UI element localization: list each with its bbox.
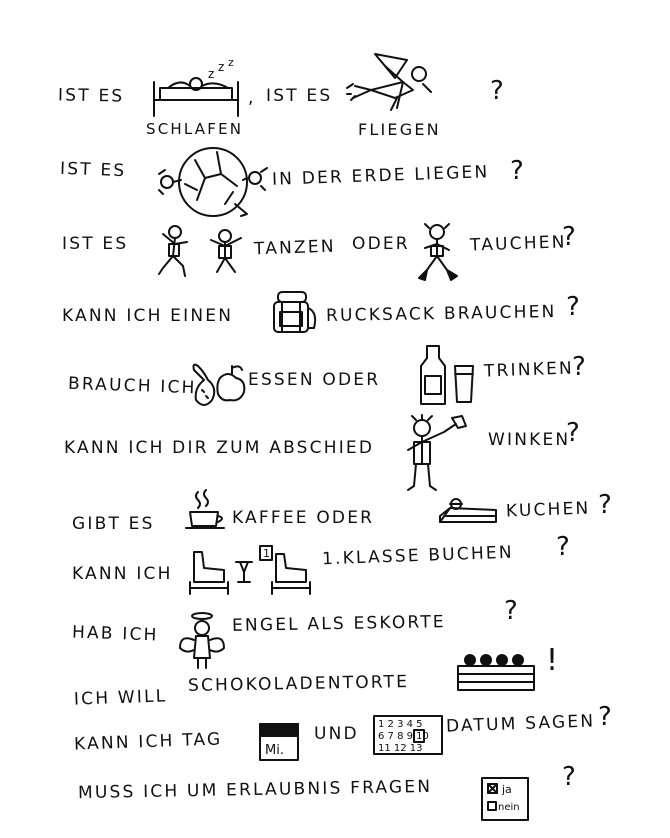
text-brauch-ich: BRAUCH ICH	[67, 373, 197, 399]
diving-person-icon	[415, 222, 465, 284]
question-mark: ?	[504, 596, 518, 626]
first-class-seats-icon	[180, 540, 318, 598]
backpack-icon	[270, 288, 320, 336]
cake-slice-icon	[436, 494, 500, 526]
text-schokoladentorte: SCHOKOLADENTORTE	[187, 672, 410, 696]
calendar-row-3: 11 12 13	[378, 743, 423, 754]
checkbox-yes-label: ja	[502, 783, 512, 796]
text-in-der-erde-liegen: IN DER ERDE LIEGEN	[271, 162, 490, 190]
flying-person-icon	[345, 48, 440, 116]
question-mark: ?	[562, 762, 576, 792]
text-1-klasse-buchen: 1.KLASSE BUCHEN	[321, 542, 515, 570]
label-schlafen: SCHLAFEN	[146, 120, 244, 138]
coffee-cup-icon	[184, 488, 230, 532]
text-rucksack-brauchen: RUCKSACK BRAUCHEN	[325, 301, 557, 327]
text-tanzen: TANZEN	[253, 236, 337, 260]
question-mark: ?	[566, 292, 580, 322]
earth-globe-icon	[155, 144, 270, 220]
checkbox-no-label: nein	[498, 802, 520, 813]
date-calendar-icon	[372, 714, 444, 756]
text-ist-es-2: IST ES	[266, 86, 333, 106]
text-essen-oder: ESSEN ODER	[248, 370, 381, 390]
food-icon	[188, 358, 248, 410]
dancing-people-icon	[155, 222, 255, 282]
text-tauchen: TAUCHEN	[469, 232, 567, 256]
text-winken: WINKEN	[488, 430, 571, 450]
text-kann-ich-einen: KANN ICH EINEN	[62, 306, 234, 326]
question-mark: ?	[490, 76, 504, 106]
calendar-row-2: 6 7 8 9 10	[378, 731, 429, 742]
bed-sleeping-icon	[150, 60, 242, 118]
text-hab-ich: HAB ICH	[71, 622, 159, 646]
question-mark: ?	[598, 490, 612, 520]
text-trinken: TRINKEN	[483, 358, 575, 382]
text-engel-als-eskorte: ENGEL ALS ESKORTE	[231, 612, 446, 636]
text-muss-ich-um-erlaubnis-fragen: MUSS ICH UM ERLAUBNIS FRAGEN	[77, 776, 433, 804]
angel-icon	[176, 610, 228, 672]
text-und: UND	[314, 724, 359, 744]
text-kuchen: KUCHEN	[505, 498, 591, 522]
text-comma: ,	[248, 88, 256, 108]
chocolate-cake-icon	[454, 652, 540, 694]
svg-text:z: z	[208, 67, 215, 81]
text-datum-sagen: DATUM SAGEN	[445, 711, 596, 737]
text-ich-will: ICH WILL	[73, 686, 168, 710]
bottle-glass-icon	[415, 344, 479, 406]
waving-person-icon	[400, 414, 475, 494]
question-mark: ?	[566, 418, 580, 448]
question-mark: ?	[572, 352, 586, 382]
calendar-row-1: 1 2 3 4 5	[378, 719, 423, 730]
exclamation-mark: !	[546, 643, 559, 678]
question-mark: ?	[556, 532, 570, 562]
question-mark: ?	[510, 156, 524, 186]
checkbox-form-icon	[480, 776, 530, 822]
label-fliegen: FLIEGEN	[358, 120, 441, 139]
question-mark: ?	[562, 222, 576, 252]
calendar-day-label: Mi.	[265, 743, 284, 758]
text-kann-ich-dir-zum-abschied: KANN ICH DIR ZUM ABSCHIED	[64, 438, 375, 458]
svg-text:z: z	[218, 60, 225, 74]
text-gibt-es: GIBT ES	[72, 514, 155, 534]
text-ist-es-1: IST ES	[57, 85, 125, 107]
text-oder: ODER	[352, 234, 410, 254]
seat-number-label: 1	[263, 547, 270, 560]
text-ist-es: IST ES	[62, 234, 129, 254]
day-calendar-icon	[258, 722, 300, 762]
text-kaffee-oder: KAFFEE ODER	[232, 508, 375, 528]
text-ist-es: IST ES	[59, 158, 127, 182]
text-kann-ich-tag: KANN ICH TAG	[73, 729, 223, 755]
svg-text:z: z	[228, 60, 234, 69]
text-kann-ich: KANN ICH	[72, 564, 173, 584]
question-mark: ?	[598, 702, 612, 732]
